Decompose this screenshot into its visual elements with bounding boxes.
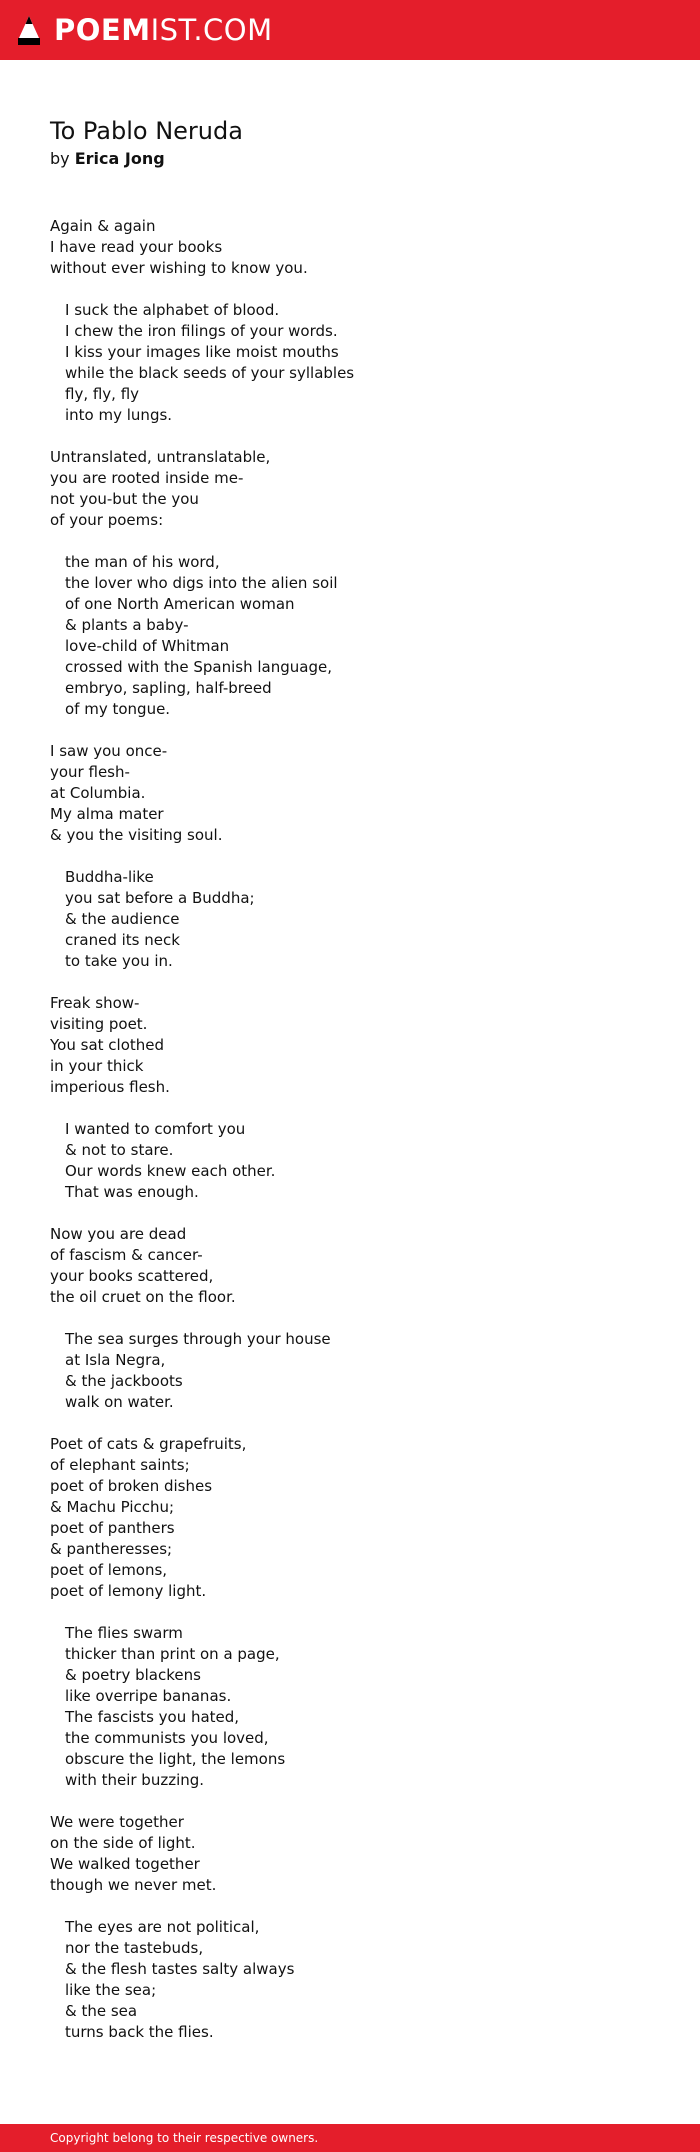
poem-line: thicker than print on a page, (65, 1645, 280, 1663)
poem-line: crossed with the Spanish language, (65, 658, 332, 676)
poem-stanza (50, 1917, 650, 2043)
site-wordmark: POEMIST.COM (54, 12, 273, 47)
poem-line: you are rooted inside me- (50, 469, 244, 487)
poem-line: Poet of cats & grapefruits, (50, 1435, 247, 1453)
poem-line: the lover who digs into the alien soil (65, 574, 338, 592)
poem-stanza (50, 1224, 650, 1308)
poem-line: Again & again (50, 217, 156, 235)
poem-line: I chew the iron filings of your words. (65, 322, 338, 340)
poem-line: the man of his word, (65, 553, 220, 571)
poem-line: turns back the flies. (65, 2023, 214, 2041)
byline-prefix: by (50, 149, 70, 168)
poem-line: I kiss your images like moist mouths (65, 343, 339, 361)
poem-line: while the black seeds of your syllables (65, 364, 355, 382)
poem-line: visiting poet. (50, 1015, 148, 1033)
poem-line: your books scattered, (50, 1267, 214, 1285)
poem-line: of one North American woman (65, 595, 295, 613)
poem-line: love-child of Whitman (65, 637, 230, 655)
poem-line: at Columbia. (50, 784, 146, 802)
poem-line: without ever wishing to know you. (50, 259, 308, 277)
poem-line: That was enough. (65, 1183, 199, 1201)
poem-byline (50, 149, 650, 169)
poem-line: poet of lemons, (50, 1561, 168, 1579)
poem-stanza (50, 1119, 650, 1203)
poem-line: You sat clothed (50, 1036, 165, 1054)
poem-line: My alma mater (50, 805, 164, 823)
site-footer (0, 2124, 700, 2152)
poem-line: in your thick (50, 1057, 144, 1075)
poem-line: into my lungs. (65, 406, 173, 424)
poem-stanza (50, 1434, 650, 1602)
poem-line: with their buzzing. (65, 1771, 205, 1789)
poem-stanza (50, 993, 650, 1098)
poem-line: of elephant saints; (50, 1456, 190, 1474)
poem-line: & you the visiting soul. (50, 826, 223, 844)
poem-line: I suck the alphabet of blood. (65, 301, 280, 319)
copyright-notice: Copyright belong to their respective owners. (50, 2131, 319, 2145)
poem-title: To Pablo Neruda (50, 117, 243, 145)
poem-line: Our words knew each other. (65, 1162, 276, 1180)
poem-line: craned its neck (65, 931, 180, 949)
poem-line: nor the tastebuds, (65, 1939, 204, 1957)
poem-stanza (50, 300, 650, 426)
poem-line: of fascism & cancer- (50, 1246, 203, 1264)
site-logo[interactable] (17, 14, 273, 46)
poem-stanza (50, 867, 650, 972)
poem-line: like the sea; (65, 1981, 157, 1999)
poem-stanza (50, 447, 650, 531)
poem-line: the oil cruet on the floor. (50, 1288, 236, 1306)
poem-line: poet of lemony light. (50, 1582, 207, 1600)
poem-line: & poetry blackens (65, 1666, 201, 1684)
poem-line: obscure the light, the lemons (65, 1750, 286, 1768)
poem-line: The eyes are not political, (65, 1918, 260, 1936)
poem-line: imperious flesh. (50, 1078, 170, 1096)
poem-line: & the audience (65, 910, 180, 928)
poem-line: poet of panthers (50, 1519, 175, 1537)
poem-line: though we never met. (50, 1876, 217, 1894)
poem-stanza (50, 1812, 650, 1896)
poem-stanza (50, 1329, 650, 1413)
poem-line: The sea surges through your house (65, 1330, 331, 1348)
site-header (0, 0, 700, 60)
poem-line: I wanted to comfort you (65, 1120, 246, 1138)
pencil-logo-icon (17, 14, 41, 46)
poem-line: Untranslated, untranslatable, (50, 448, 271, 466)
poem-line: I have read your books (50, 238, 223, 256)
poem-line: poet of broken dishes (50, 1477, 213, 1495)
poem-line: & Machu Picchu; (50, 1498, 175, 1516)
poem-line: We were together (50, 1813, 184, 1831)
poem-line: the communists you loved, (65, 1729, 269, 1747)
poem-body (50, 216, 650, 2043)
poem-line: fly, fly, fly (65, 385, 140, 403)
poem-stanza (50, 216, 650, 279)
poem-line: walk on water. (65, 1393, 174, 1411)
poem-line: not you-but the you (50, 490, 199, 508)
poem-line: of your poems: (50, 511, 164, 529)
poem-line: to take you in. (65, 952, 173, 970)
poem-line: The flies swarm (65, 1624, 183, 1642)
poem-line: Now you are dead (50, 1225, 187, 1243)
poem-line: at Isla Negra, (65, 1351, 166, 1369)
poem-line: & pantheresses; (50, 1540, 173, 1558)
poem-line: of my tongue. (65, 700, 171, 718)
poem-line: I saw you once- (50, 742, 168, 760)
poem-line: & the flesh tastes salty always (65, 1960, 295, 1978)
poem-line: your flesh- (50, 763, 130, 781)
poem-stanza (50, 552, 650, 720)
poem-line: on the side of light. (50, 1834, 196, 1852)
poem-stanza (50, 741, 650, 846)
poem-content (50, 115, 650, 2064)
poem-line: Freak show- (50, 994, 140, 1012)
poem-line: & not to stare. (65, 1141, 174, 1159)
poem-line: The fascists you hated, (65, 1708, 240, 1726)
poem-line: like overripe bananas. (65, 1687, 232, 1705)
poem-line: & plants a baby- (65, 616, 189, 634)
poem-line: Buddha-like (65, 868, 154, 886)
poem-stanza (50, 1623, 650, 1791)
author-name[interactable]: Erica Jong (74, 149, 165, 168)
poem-line: & the jackboots (65, 1372, 183, 1390)
poem-line: you sat before a Buddha; (65, 889, 255, 907)
poem-line: & the sea (65, 2002, 138, 2020)
poem-line: embryo, sapling, half-breed (65, 679, 272, 697)
poem-line: We walked together (50, 1855, 200, 1873)
